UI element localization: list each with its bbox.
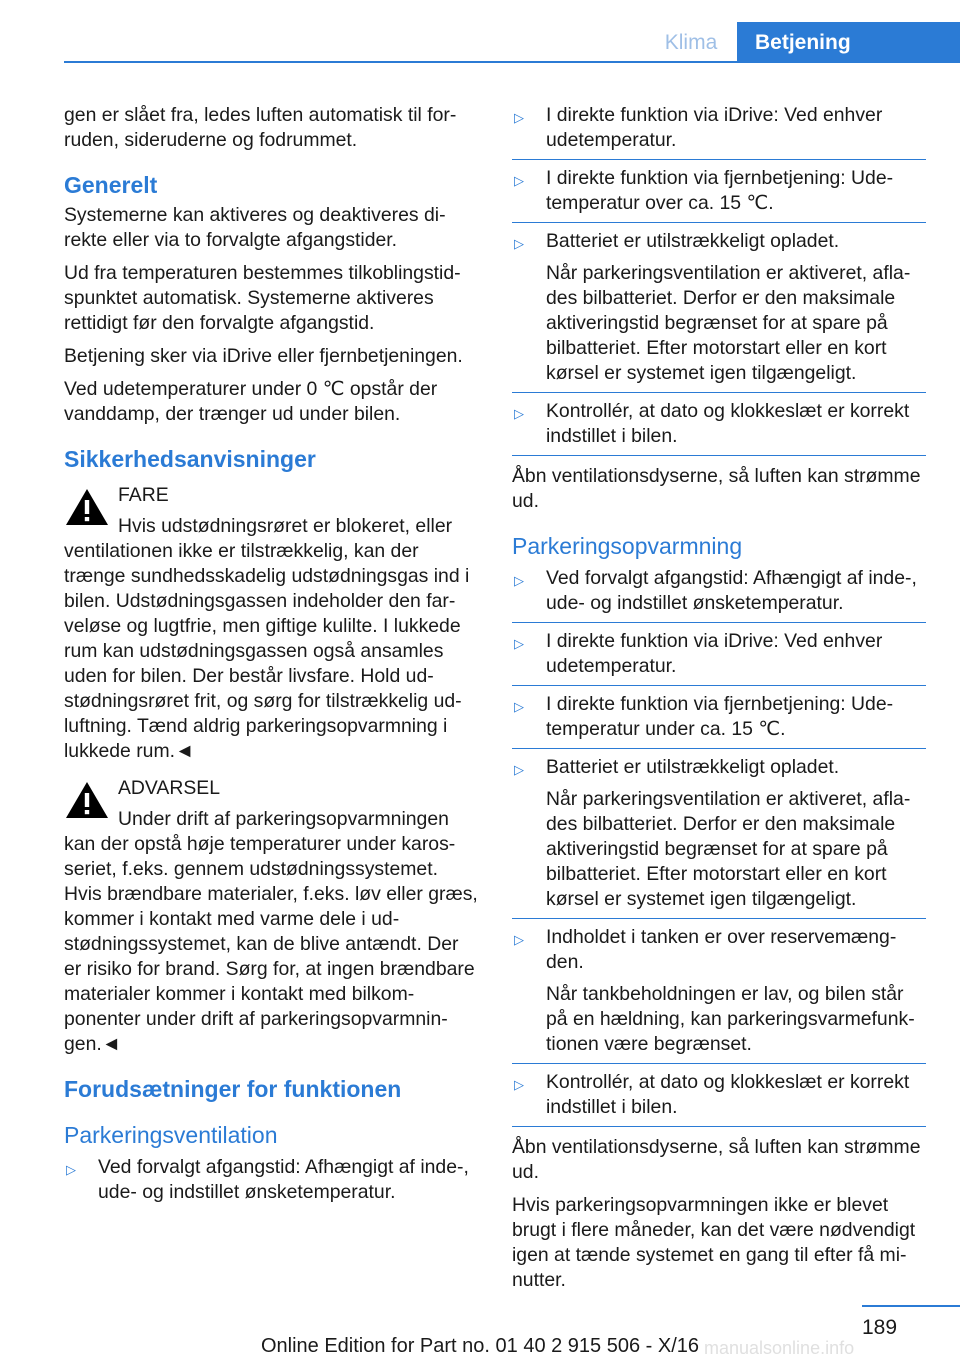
triangle-bullet-icon: ▷: [66, 1162, 76, 1177]
paragraph: Hvis parkeringsopvarmningen ikke er blevet brugt i flere måneder, kan det være nødvendigt igen at tænde systemet en gang til efter få minutter.: [512, 1194, 916, 1291]
watermark: manualsonline.info: [704, 1338, 855, 1358]
triangle-bullet-icon: ▷: [514, 406, 524, 421]
list-item: [512, 748, 926, 918]
list-item-subtext: Når tankbeholdningen er lav, og bilen står på en hældning, kan parkeringsvarmefunktionen være begrænset.: [546, 983, 915, 1055]
paragraph: Systemerne kan aktiveres og deaktiveres direkte eller via to forvalgte afgangstider.: [64, 204, 446, 251]
bullet-list: [512, 566, 926, 1127]
list-item: [512, 566, 926, 622]
warning-notice: [64, 776, 478, 1057]
paragraph: Ved udetemperaturer under 0 ℃ opstår der vanddamp, der trænger ud under bilen.: [64, 378, 438, 425]
list-item: [512, 622, 926, 685]
list-item: [512, 159, 926, 222]
intro-paragraph: gen er slået fra, ledes luften automatisk til forruden, sideruderne og fodrummet.: [64, 104, 457, 151]
list-item-body: [546, 925, 926, 1057]
list-item-subtext: Når parkeringsventilation er aktiveret, aflades bilbatteriet. Derfor er den maksimale aktiveringstid begrænset for at spare på bilbatteriet. Efter motorstart eller en kort kørsel er systemet igen tilgængeligt.: [546, 788, 911, 910]
heading-parkeringsventilation: Parkeringsventilation: [64, 1122, 278, 1148]
heading-parkeringsopvarmning: Parkeringsopvarmning: [512, 533, 743, 559]
header-divider: [64, 61, 960, 63]
list-item-text: Ved forvalgt afgangstid: Afhængigt af inde-, ude- og indstillet ønsketemperatur.: [546, 567, 917, 614]
notice-title: ADVARSEL: [118, 777, 221, 799]
list-item: [512, 918, 926, 1063]
notice-text: Hvis udstødningsrøret er blokeret, eller ventilationen ikke er tilstrækkelig, kan der trænge sundhedsskadelig udstødningsgas ind i bilen. Udstødningsgassen indeholder den farveløse og lugtfrie, men giftige kulilte. I lukkede rum kan udstødningsgassen også ansamles uden for bilen. Der består livsfare. Hold udstødningsrøret frit, og sørg for tilstrækkelig udluftning. Tænd aldrig parkeringsopvarmning i lukkede rum.◄: [64, 515, 470, 762]
page-number: 189: [862, 1316, 898, 1339]
list-item-text: I direkte funktion via fjernbetjening: Udetemperatur under ca. 15 ℃.: [546, 693, 894, 740]
bullet-list: [512, 103, 926, 456]
right-column: [512, 103, 926, 1301]
paragraph: Åbn ventilationsdyserne, så luften kan strømme ud.: [512, 465, 921, 512]
triangle-bullet-icon: ▷: [514, 636, 524, 651]
list-item: [64, 1155, 478, 1211]
tab-klima[interactable]: Klima: [664, 30, 718, 54]
notice-text: Under drift af parkeringsopvarmningen kan der opstå høje temperaturer under karosseriet, f.eks. gennem udstødningssystemet. Hvis brændbare materialer, f.eks. løv eller græs, kommer i kontakt med varme dele i udstødningssystemet, kan de blive antændt. Der er risiko for brand. Sørg for, at ingen brændbare materialer kommer i kontakt med bilkomponenter under drift af parkeringsopvarmningen.◄: [64, 808, 478, 1055]
list-item-text: Indholdet i tanken er over reservemængden.: [546, 926, 897, 973]
list-item-text: Kontrollér, at dato og klokkeslæt er korrekt indstillet i bilen.: [546, 1071, 910, 1118]
heading-generelt: Generelt: [64, 172, 158, 198]
warning-triangle-icon: [64, 487, 110, 527]
triangle-bullet-icon: ▷: [514, 1077, 524, 1092]
triangle-bullet-icon: ▷: [514, 173, 524, 188]
list-item: [512, 222, 926, 392]
warning-triangle-icon: [64, 780, 110, 820]
paragraph: Ud fra temperaturen bestemmes tilkoblingstidspunktet automatisk. Systemerne aktiveres rettidigt før den forvalgte afgangstid.: [64, 262, 461, 334]
notice-title: FARE: [118, 484, 169, 506]
list-item-body: [546, 229, 926, 386]
triangle-bullet-icon: ▷: [514, 932, 524, 947]
list-item-text: I direkte funktion via iDrive: Ved enhver udetemperatur.: [546, 104, 883, 151]
list-item-text: I direkte funktion via fjernbetjening: Udetemperatur over ca. 15 ℃.: [546, 167, 894, 214]
bullet-list: [64, 1155, 478, 1211]
danger-notice: [64, 483, 478, 764]
list-item-subtext: Når parkeringsventilation er aktiveret, aflades bilbatteriet. Derfor er den maksimale aktiveringstid begrænset for at spare på bilbatteriet. Efter motorstart eller en kort kørsel er systemet igen tilgængeligt.: [546, 262, 911, 384]
list-item-body: [546, 755, 926, 912]
list-item-text: Kontrollér, at dato og klokkeslæt er korrekt indstillet i bilen.: [546, 400, 910, 447]
triangle-bullet-icon: ▷: [514, 573, 524, 588]
heading-sikkerhedsanvisninger: Sikkerhedsanvisninger: [64, 446, 316, 472]
edition-footer: Online Edition for Part no. 01 40 2 915 506 - X/16: [260, 1335, 700, 1357]
list-item-text: Batteriet er utilstrækkeligt opladet.: [546, 230, 840, 252]
list-item: [512, 103, 926, 159]
list-item-text: Ved forvalgt afgangstid: Afhængigt af inde-, ude- og indstillet ønsketemperatur.: [98, 1156, 469, 1203]
left-column: [64, 103, 478, 1219]
paragraph: Åbn ventilationsdyserne, så luften kan strømme ud.: [512, 1136, 921, 1183]
list-item: [512, 1063, 926, 1126]
paragraph: Betjening sker via iDrive eller fjernbetjeningen.: [64, 345, 463, 367]
footer-divider: [862, 1305, 960, 1307]
triangle-bullet-icon: ▷: [514, 699, 524, 714]
heading-forudsaetninger: Forudsætninger for funktionen: [64, 1076, 402, 1102]
list-item: [512, 392, 926, 455]
triangle-bullet-icon: ▷: [514, 110, 524, 125]
list-item-text: I direkte funktion via iDrive: Ved enhver udetemperatur.: [546, 630, 883, 677]
triangle-bullet-icon: ▷: [514, 762, 524, 777]
tab-betjening[interactable]: Betjening: [737, 22, 960, 63]
list-item: [512, 685, 926, 748]
triangle-bullet-icon: ▷: [514, 236, 524, 251]
list-item-text: Batteriet er utilstrækkeligt opladet.: [546, 756, 840, 778]
